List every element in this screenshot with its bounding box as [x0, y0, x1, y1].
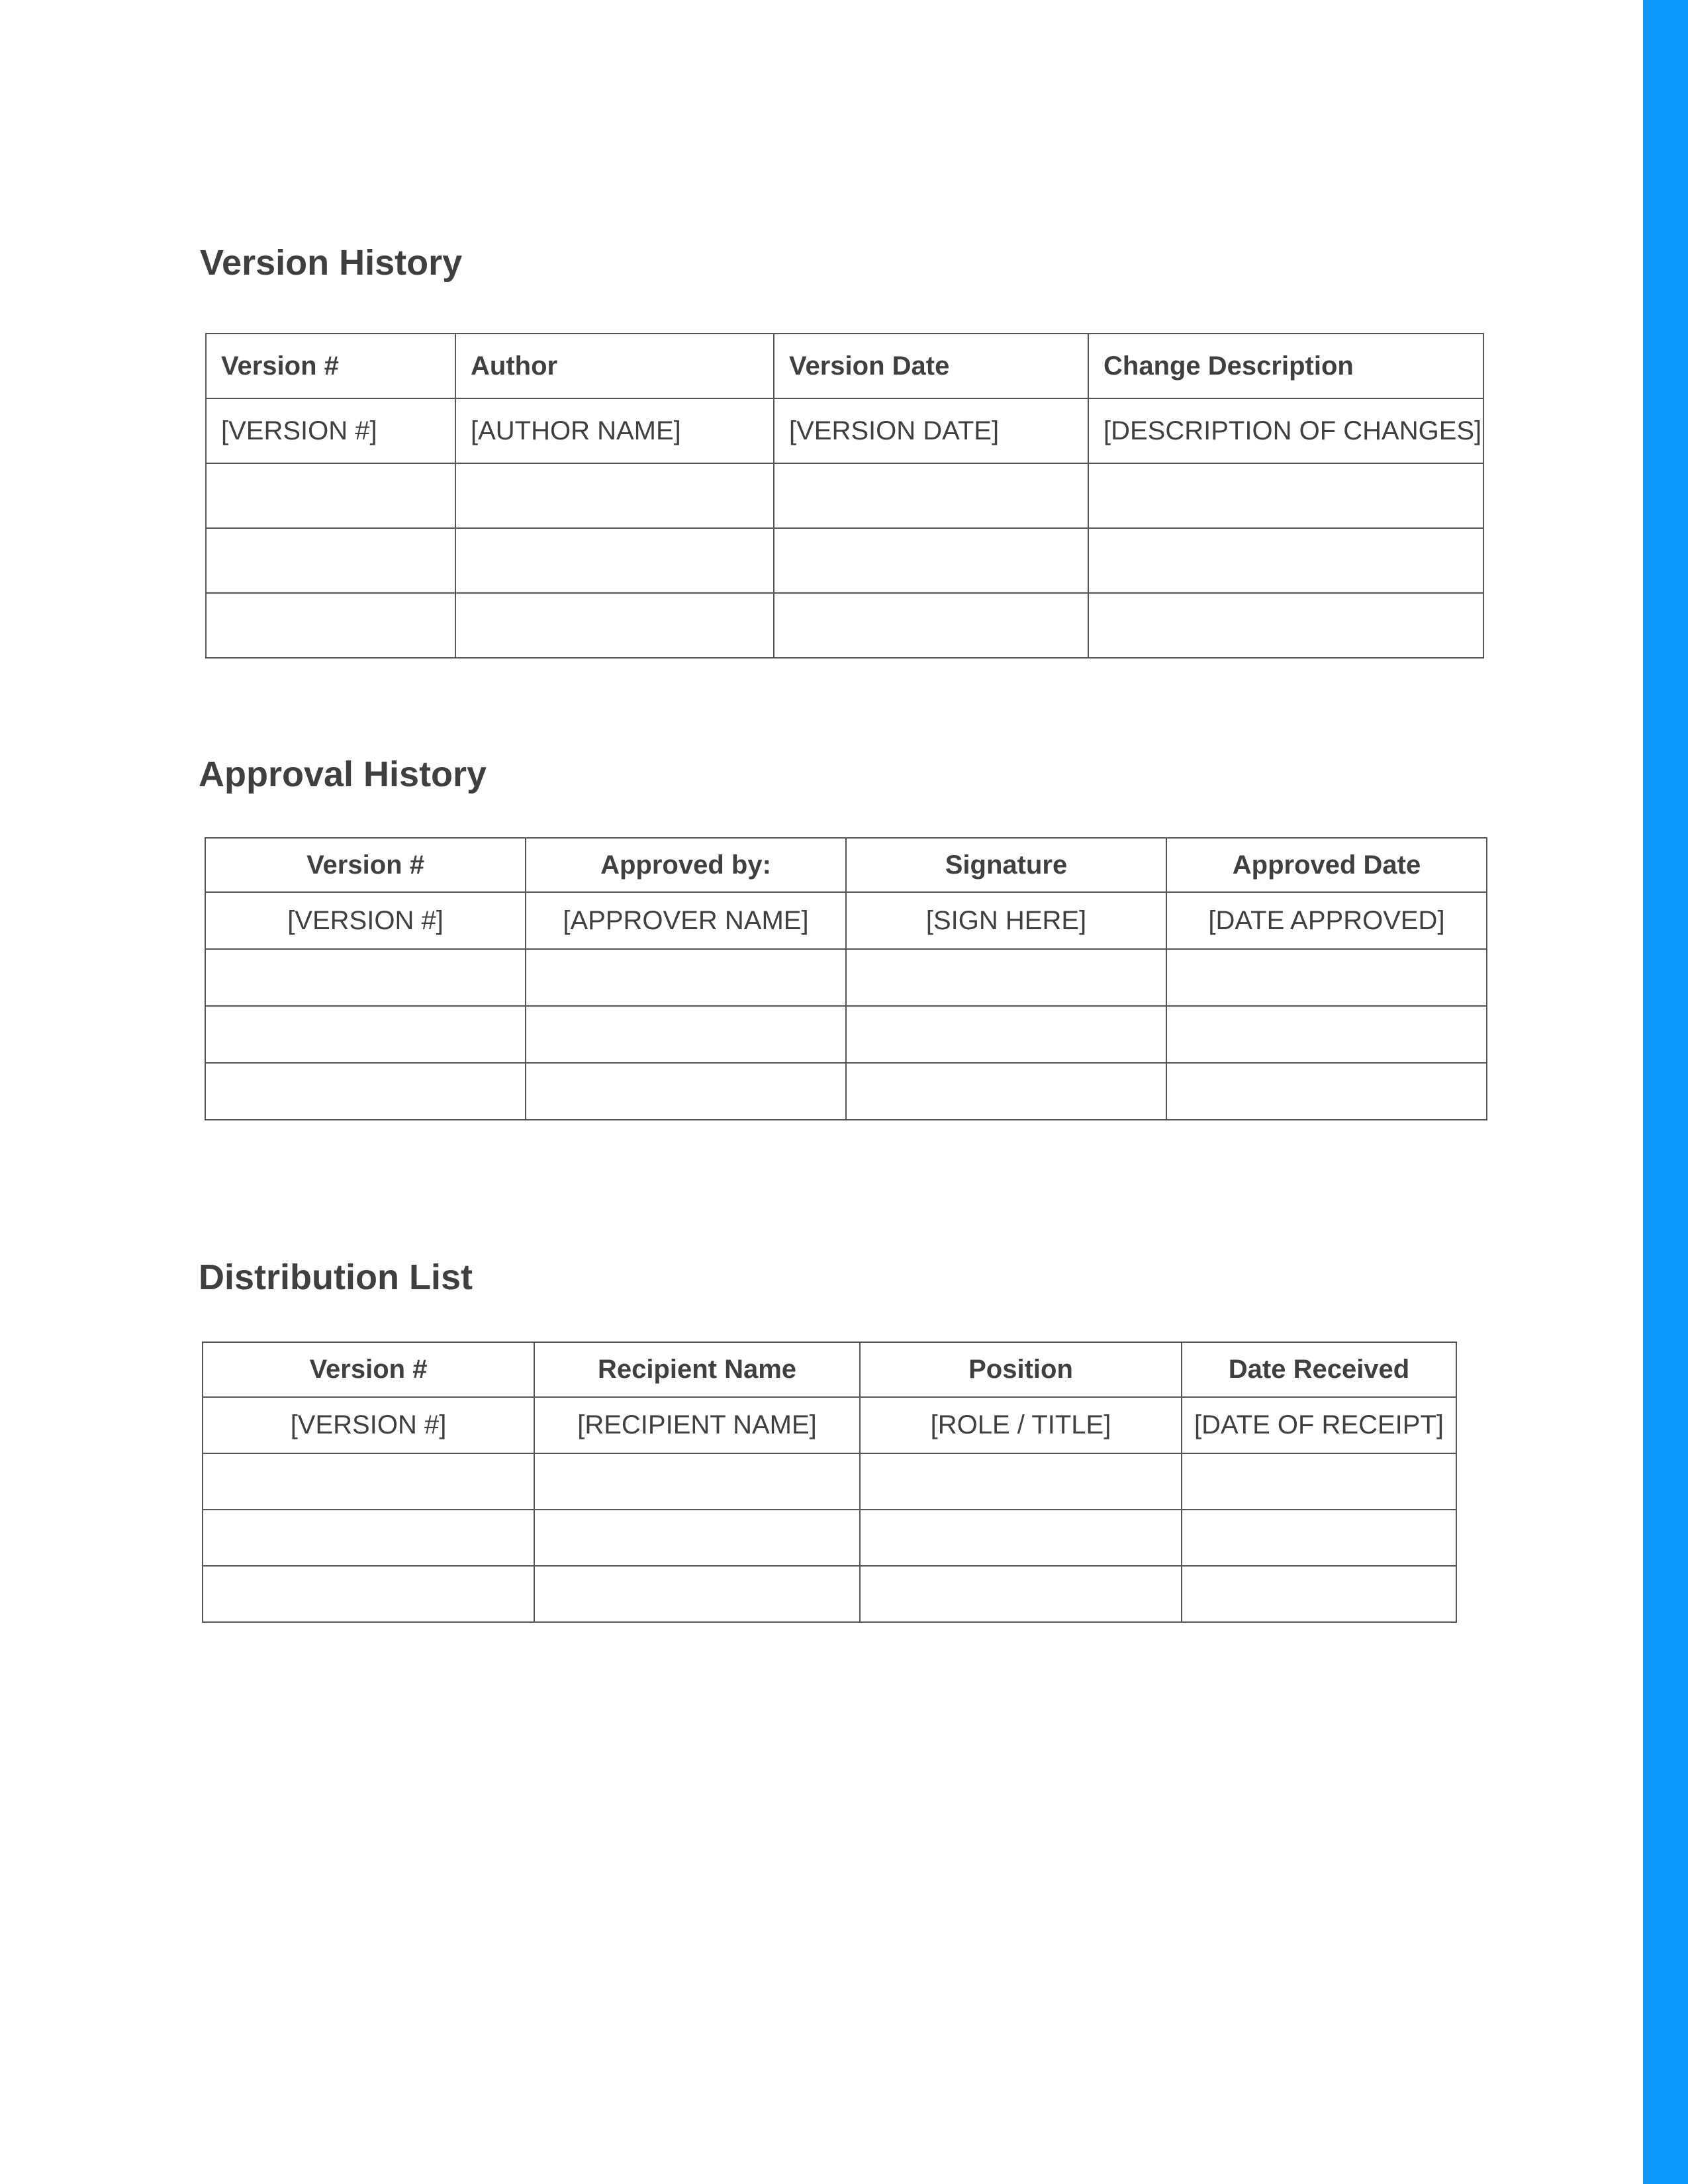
table-cell-empty	[1088, 528, 1483, 593]
table-cell-empty	[203, 1566, 534, 1622]
table-cell-empty	[455, 463, 774, 528]
table-cell-empty	[846, 1006, 1166, 1063]
table-row-empty	[205, 1006, 1487, 1063]
column-header-change-description: Change Description	[1088, 334, 1483, 398]
table-cell-empty	[534, 1566, 860, 1622]
table-cell-empty	[1166, 1006, 1487, 1063]
column-header-version: Version #	[206, 334, 455, 398]
distribution-list-placeholder-row	[203, 1397, 1456, 1453]
approval-history-header-row	[205, 838, 1487, 892]
table-row-empty	[206, 528, 1483, 593]
table-cell-signature-placeholder: [SIGN HERE]	[846, 892, 1166, 949]
table-cell-empty	[860, 1566, 1182, 1622]
column-header-author: Author	[455, 334, 774, 398]
version-history-title: Version History	[200, 243, 463, 283]
table-cell-date-receipt-placeholder: [DATE OF RECEIPT]	[1182, 1397, 1456, 1453]
version-history-table	[205, 333, 1484, 659]
table-cell-version-placeholder: [VERSION #]	[205, 892, 526, 949]
table-cell-version-date-placeholder: [VERSION DATE]	[774, 398, 1088, 463]
table-cell-empty	[534, 1510, 860, 1566]
table-cell-empty	[1166, 949, 1487, 1006]
table-cell-approved-date-placeholder: [DATE APPROVED]	[1166, 892, 1487, 949]
table-cell-empty	[846, 1063, 1166, 1120]
column-header-approved-by: Approved by:	[526, 838, 846, 892]
table-cell-approver-placeholder: [APPROVER NAME]	[526, 892, 846, 949]
table-cell-empty	[205, 1006, 526, 1063]
table-cell-author-placeholder: [AUTHOR NAME]	[455, 398, 774, 463]
column-header-date-received: Date Received	[1182, 1342, 1456, 1397]
table-row-empty	[203, 1566, 1456, 1622]
table-cell-empty	[526, 1063, 846, 1120]
distribution-list-header-row	[203, 1342, 1456, 1397]
table-cell-recipient-placeholder: [RECIPIENT NAME]	[534, 1397, 860, 1453]
table-row-empty	[203, 1453, 1456, 1510]
table-cell-empty	[774, 593, 1088, 658]
approval-history-title: Approval History	[199, 754, 487, 794]
column-header-position: Position	[860, 1342, 1182, 1397]
table-cell-role-placeholder: [ROLE / TITLE]	[860, 1397, 1182, 1453]
table-cell-empty	[455, 593, 774, 658]
column-header-recipient-name: Recipient Name	[534, 1342, 860, 1397]
table-cell-empty	[206, 528, 455, 593]
table-cell-empty	[203, 1510, 534, 1566]
table-cell-empty	[1088, 463, 1483, 528]
table-cell-empty	[455, 528, 774, 593]
approval-history-table	[205, 837, 1487, 1120]
column-header-version: Version #	[205, 838, 526, 892]
approval-history-placeholder-row	[205, 892, 1487, 949]
table-cell-empty	[1182, 1566, 1456, 1622]
table-cell-empty	[206, 463, 455, 528]
table-cell-empty	[526, 949, 846, 1006]
table-row-empty	[206, 463, 1483, 528]
table-row-empty	[203, 1510, 1456, 1566]
version-history-placeholder-row	[206, 398, 1483, 463]
column-header-approved-date: Approved Date	[1166, 838, 1487, 892]
table-cell-change-description-placeholder: [DESCRIPTION OF CHANGES]	[1088, 398, 1483, 463]
table-cell-empty	[205, 1063, 526, 1120]
table-cell-empty	[860, 1510, 1182, 1566]
table-cell-empty	[1088, 593, 1483, 658]
table-cell-empty	[203, 1453, 534, 1510]
table-cell-empty	[206, 593, 455, 658]
table-cell-empty	[860, 1453, 1182, 1510]
table-cell-empty	[1166, 1063, 1487, 1120]
column-header-version: Version #	[203, 1342, 534, 1397]
table-cell-version-placeholder: [VERSION #]	[206, 398, 455, 463]
table-cell-empty	[846, 949, 1166, 1006]
column-header-signature: Signature	[846, 838, 1166, 892]
table-row-empty	[205, 949, 1487, 1006]
version-history-header-row	[206, 334, 1483, 398]
table-row-empty	[206, 593, 1483, 658]
table-cell-empty	[774, 463, 1088, 528]
table-cell-empty	[1182, 1453, 1456, 1510]
table-cell-version-placeholder: [VERSION #]	[203, 1397, 534, 1453]
table-cell-empty	[1182, 1510, 1456, 1566]
distribution-list-title: Distribution List	[199, 1257, 473, 1297]
table-cell-empty	[534, 1453, 860, 1510]
table-cell-empty	[205, 949, 526, 1006]
page-accent-bar	[1643, 0, 1688, 2184]
table-row-empty	[205, 1063, 1487, 1120]
column-header-version-date: Version Date	[774, 334, 1088, 398]
table-cell-empty	[526, 1006, 846, 1063]
table-cell-empty	[774, 528, 1088, 593]
distribution-list-table	[202, 1342, 1457, 1623]
